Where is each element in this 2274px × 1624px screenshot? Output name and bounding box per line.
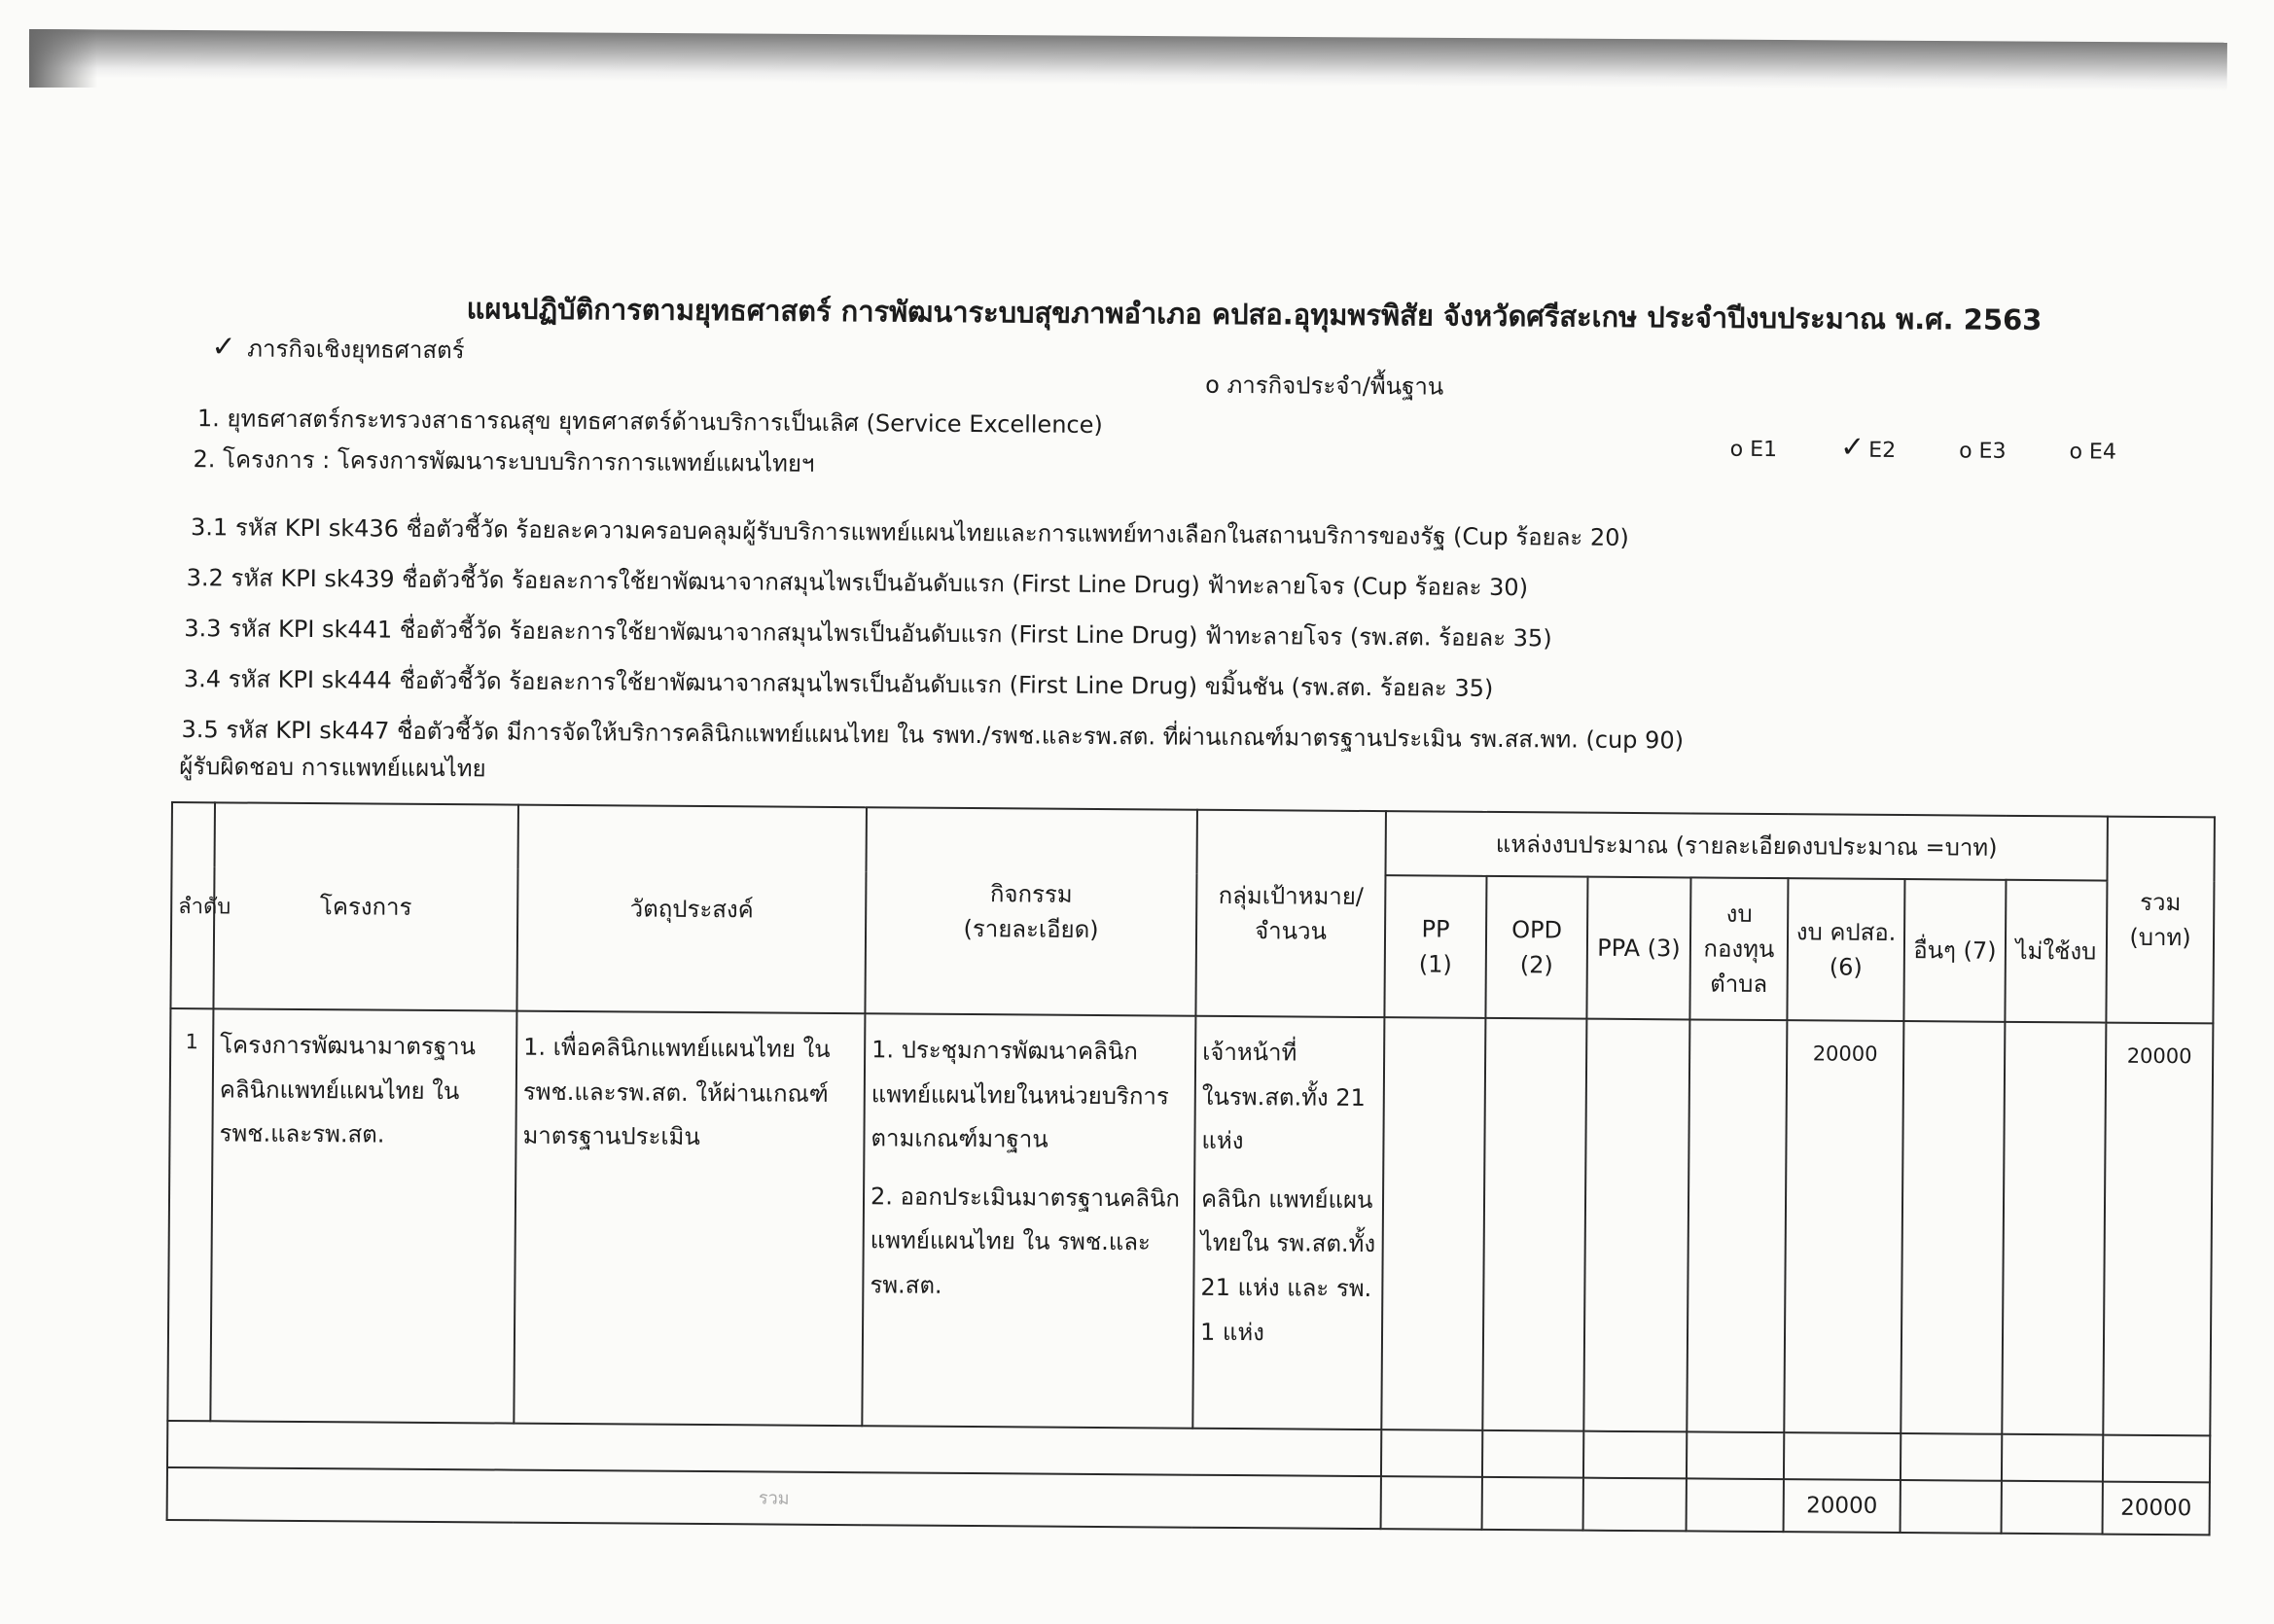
kpi-line-2: 3.2 รหัส KPI sk439 ชื่อตัวชี้วัด ร้อยละการใช้ยาพัฒนาจากสมุนไพรเป็นอันดับแรก (First Line Drug) ฟ้าทะลายโจร (Cup ร้อยละ 30) [186, 564, 1529, 602]
total-cup: 20000 [1784, 1479, 1901, 1533]
header-activity: กิจกรรม (รายละเอียด) [865, 807, 1197, 1015]
kpi-line-4: 3.4 รหัส KPI sk444 ชื่อตัวชี้วัด ร้อยละการใช้ยาพัฒนาจากสมุนไพรเป็นอันดับแรก (First Line Drug) ขมิ้นชัน (รพ.สต. ร้อยละ 35) [183, 665, 1494, 702]
row-activity-2: 2. ออกประเมินมาตรฐานคลินิกแพทย์แผนไทย ใน รพช.และรพ.สต. [870, 1183, 1181, 1299]
header-nobudget: ไม่ใช้งบ [2005, 880, 2107, 1023]
total-pp [1381, 1476, 1482, 1530]
kpi-line-3: 3.3 รหัส KPI sk441 ชื่อตัวชี้วัด ร้อยละการใช้ยาพัฒนาจากสมุนไพรเป็นอันดับแรก (First Line Drug) ฟ้าทะลายโจร (รพ.สต. ร้อยละ 35) [184, 615, 1552, 653]
header-pp: PP (1) [1384, 875, 1486, 1018]
table-header-row [172, 802, 2215, 881]
strategic-mission-option [211, 329, 464, 369]
table-row [167, 1008, 2213, 1435]
row-target-1: เจ้าหน้าที่ ในรพ.สต.ทั้ง 21 แห่ง [1201, 1038, 1366, 1155]
total-nobudget [2002, 1481, 2103, 1535]
kpi-line-5: 3.5 รหัส KPI sk447 ชื่อตัวชี้วัด มีการจัดให้บริการคลินิกแพทย์แผนไทย ใน รพท./รพช.และรพ.สต. ที่ผ่านเกณฑ์มาตรฐานประเมิน รพ.สส.พท. (cup 90) [181, 716, 1685, 755]
row-no: 1 [167, 1008, 213, 1421]
header-fund: งบ กองทุน ตำบล [1689, 877, 1788, 1020]
row-other [1901, 1021, 2005, 1434]
strategy-line: 1. ยุทธศาสตร์กระทรวงสาธารณสุข ยุทธศาสตร์ด้านบริการเป็นเลิศ (Service Excellence) [196, 405, 1103, 439]
e-option-4 [2069, 440, 2116, 464]
header-project: โครงการ [213, 802, 518, 1010]
e-option-2 [1840, 431, 1896, 465]
row-fund [1687, 1019, 1787, 1432]
header-other: อื่นๆ (7) [1903, 879, 2006, 1022]
spacer-cell [1381, 1430, 1482, 1477]
spacer-cell [2002, 1434, 2103, 1482]
header-target: กลุ่มเป้าหมาย/ จำนวน [1195, 810, 1386, 1017]
spacer-cell [1784, 1432, 1901, 1480]
header-no: ลำดับ [170, 802, 215, 1008]
e-option-3 [1959, 439, 2007, 463]
total-other [1901, 1480, 2002, 1534]
header-total: รวม (บาท) [2106, 817, 2215, 1024]
e-option-label: E3 [1978, 439, 2007, 464]
document-title: แผนปฏิบัติการตามยุทธศาสตร์ การพัฒนาระบบสุขภาพอำเภอ คปสอ.อุทุมพรพิสัย จังหวัดศรีสะเกษ ประจำปีงบประมาณ พ.ศ. 2563 [466, 292, 2043, 337]
row-objective: 1. เพื่อคลินิกแพทย์แผนไทย ในรพช.และรพ.สต. ให้ผ่านเกณฑ์มาตรฐานประเมิน [514, 1011, 865, 1427]
e-option-label: E4 [2088, 440, 2116, 465]
row-project: โครงการพัฒนามาตรฐานคลินิกแพทย์แผนไทย ในรพช.และรพ.สต. [210, 1008, 516, 1423]
routine-mission-label: ภารกิจประจำ/พื้นฐาน [1226, 371, 1444, 401]
total-label: รวม [167, 1467, 1381, 1529]
header-ppa: PPA (3) [1586, 877, 1690, 1020]
row-nobudget [2002, 1022, 2106, 1435]
routine-mission-option [1205, 366, 1443, 406]
e-option-mark: o [2069, 440, 2083, 465]
spacer-cell [1482, 1430, 1583, 1478]
row-pp [1381, 1017, 1485, 1430]
row-total: 20000 [2103, 1023, 2213, 1436]
project-line: 2. โครงการ : โครงการพัฒนาระบบบริการการแพทย์แผนไทยฯ [193, 445, 815, 477]
total-sum: 20000 [2103, 1482, 2210, 1536]
row-target [1192, 1016, 1384, 1430]
kpi-line-1: 3.1 รหัส KPI sk436 ชื่อตัวชี้วัด ร้อยละความครอบคลุมผู้รับบริการแพทย์แผนไทยและการแพทย์ทางเลือกในสถานบริการของรัฐ (Cup ร้อยละ 20) [190, 513, 1629, 551]
row-cup: 20000 [1784, 1020, 1903, 1433]
row-ppa [1583, 1019, 1689, 1432]
e-option-label: E1 [1750, 437, 1778, 463]
spacer-cell [1687, 1431, 1784, 1479]
e-option-1 [1730, 438, 1778, 462]
header-budget-group: แหล่งงบประมาณ (รายละเอียดงบประมาณ =บาท) [1385, 811, 2107, 880]
strategic-check-mark: ✓ [211, 330, 236, 365]
e-option-mark: o [1729, 437, 1744, 462]
row-target-2: คลินิก แพทย์แผนไทยใน รพ.สต.ทั้ง 21 แห่ง และ รพ. 1 แห่ง [1199, 1184, 1376, 1346]
e-option-label: E2 [1868, 438, 1897, 463]
row-activity [862, 1013, 1195, 1428]
responsible-line: ผู้รับผิดชอบ การแพทย์แผนไทย [179, 753, 486, 783]
spacer-cell [2103, 1435, 2210, 1483]
total-ppa [1583, 1478, 1687, 1532]
e-options [1730, 430, 2173, 467]
header-cup: งบ คปสอ. (6) [1787, 878, 1904, 1021]
row-activity-1: 1. ประชุมการพัฒนาคลินิกแพทย์แผนไทยในหน่วยบริการตามเกณฑ์มาฐาน [871, 1036, 1169, 1153]
routine-mission-mark: o [1205, 371, 1220, 399]
strategic-mission-label: ภารกิจเชิงยุทธศาสตร์ [247, 335, 465, 365]
row-opd [1482, 1018, 1586, 1431]
header-opd: OPD (2) [1485, 876, 1587, 1019]
budget-table [166, 801, 2216, 1536]
header-objective: วัตถุประสงค์ [516, 805, 867, 1014]
e-option-mark: ✓ [1839, 430, 1865, 465]
spacer-cell [1901, 1433, 2002, 1481]
e-option-mark: o [1959, 439, 1972, 464]
total-fund [1687, 1478, 1784, 1532]
total-opd [1482, 1477, 1583, 1531]
spacer-cell [1583, 1431, 1687, 1479]
